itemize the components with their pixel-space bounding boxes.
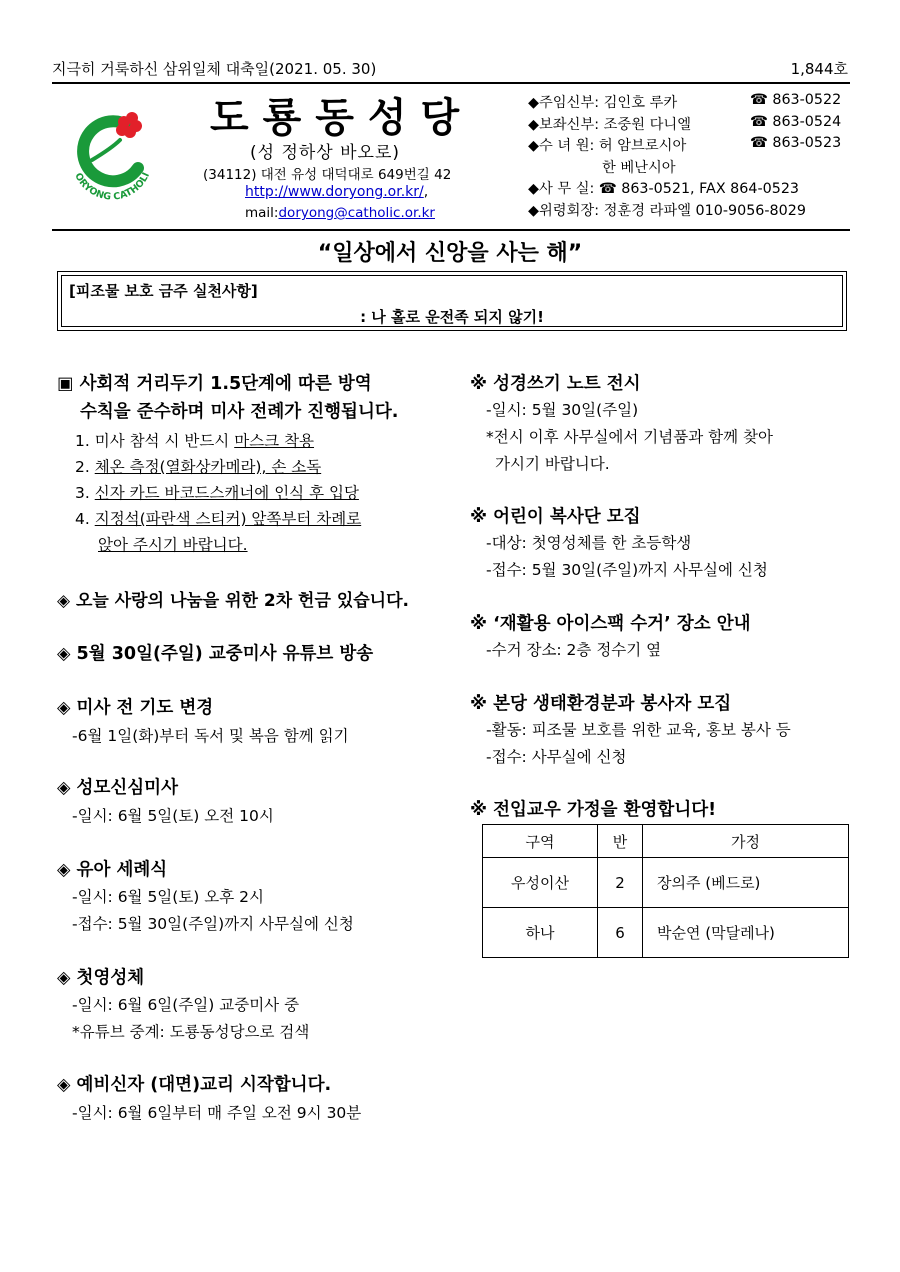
staff-label: ◆수 녀 원: 허 암브로시아 xyxy=(528,138,687,154)
prayer-change-line: -6월 1일(화)부터 독서 및 복음 함께 읽기 xyxy=(72,727,349,745)
altar-servers-line: -대상: 첫영성체를 한 초등학생 xyxy=(486,534,692,552)
table-row xyxy=(483,908,849,958)
quarantine-item xyxy=(75,429,314,451)
staff-phone: ☎ 863-0523 xyxy=(750,135,842,151)
infant-baptism-line: -접수: 5월 30일(주일)까지 사무실에 신청 xyxy=(72,915,354,933)
bible-notes-line: *전시 이후 사무실에서 기념품과 함께 찾아 xyxy=(486,428,773,446)
staff-label: ◆사 무 실: ☎ 863-0521, FAX 864-0523 xyxy=(528,181,800,197)
staff-label: ◆위령회장: 정훈경 라파엘 010-9056-8029 xyxy=(528,202,806,219)
section-second-collection: ◈ 오늘 사랑의 나눔을 위한 2차 헌금 있습니다. xyxy=(57,591,409,611)
item-text: 4. xyxy=(75,510,95,528)
staff-phone: ☎ 863-0522 xyxy=(750,92,842,108)
parish-logo xyxy=(58,102,166,210)
icepack-line: -수거 장소: 2층 정수기 옆 xyxy=(486,641,662,659)
logo-text: ORYONG CATHOLI xyxy=(72,170,153,203)
item-underlined: 마스크 착용 xyxy=(234,432,315,450)
section-eco-volunteers: ※ 본당 생태환경분과 봉사자 모집 xyxy=(470,694,732,714)
first-communion-line: -일시: 6월 6일(주일) 교중미사 중 xyxy=(72,996,300,1014)
staff-label: 한 베난시아 xyxy=(602,159,676,176)
staff-phone: ☎ 863-0524 xyxy=(750,113,842,130)
section-icepack: ※ ‘재활용 아이스팩 수거’ 장소 안내 xyxy=(470,614,751,634)
item-underlined: 지정석(파란색 스티커) 앞쪽부터 차례로 xyxy=(94,510,362,528)
section-new-families: ※ 전입교우 가정을 환영합니다! xyxy=(470,800,717,820)
email-link[interactable]: doryong@catholic.or.kr xyxy=(278,205,435,221)
item-text: 1. 미사 참석 시 반드시 xyxy=(75,432,235,450)
column-header-family: 가정 xyxy=(643,825,849,858)
date-line: 지극히 거룩하신 삼위일체 대축일(2021. 05. 30) xyxy=(52,60,377,78)
email-prefix: mail: xyxy=(245,205,279,221)
cell-district: 우성이산 xyxy=(483,858,598,908)
cell-district: 하나 xyxy=(483,908,598,958)
column-header-district: 구역 xyxy=(483,825,598,858)
cell-group: 6 xyxy=(598,908,643,958)
parish-name: 도룡동성당 xyxy=(210,95,474,141)
item-underlined: 체온 측정(열화상카메라), 손 소독 xyxy=(94,458,322,476)
staff-row xyxy=(528,178,858,200)
cell-family: 박순연 (막달레나) xyxy=(643,908,849,958)
table-row xyxy=(483,858,849,908)
website-link[interactable]: http://www.doryong.or.kr/ xyxy=(245,184,424,200)
staff-row xyxy=(528,157,858,179)
bible-notes-line: 가시기 바랍니다. xyxy=(495,455,610,473)
staff-row xyxy=(528,200,858,222)
notice-inner-border xyxy=(61,275,843,327)
notice-body: : 나 홀로 운전족 되지 않기! xyxy=(360,308,544,326)
section-prayer-change: ◈ 미사 전 기도 변경 xyxy=(57,698,214,718)
section-altar-servers: ※ 어린이 복사단 모집 xyxy=(470,507,641,527)
catechumen-line: -일시: 6월 6일부터 매 주일 오전 9시 30분 xyxy=(72,1104,362,1122)
header-rule-top xyxy=(52,82,850,84)
cell-family: 장의주 (베드로) xyxy=(643,858,849,908)
quarantine-item xyxy=(75,507,361,529)
section-infant-baptism: ◈ 유아 세례식 xyxy=(57,860,168,880)
infant-baptism-line: -일시: 6월 5일(토) 오후 2시 xyxy=(72,888,264,906)
section-bible-notes: ※ 성경쓰기 노트 전시 xyxy=(470,374,641,394)
new-families-table xyxy=(482,824,849,958)
notice-box xyxy=(57,271,847,331)
altar-servers-line: -접수: 5월 30일(주일)까지 사무실에 신청 xyxy=(486,561,768,579)
staff-label: ◆보좌신부: 조중원 다니엘 xyxy=(528,116,692,133)
header-rule-bottom xyxy=(52,229,850,231)
staff-label: ◆주임신부: 김인호 루카 xyxy=(528,95,678,111)
table-header-row xyxy=(483,825,849,858)
address: (34112) 대전 유성 대덕대로 649번길 42 xyxy=(203,167,452,183)
patron-saint: (성 정하상 바오로) xyxy=(250,143,401,163)
staff-row xyxy=(528,135,858,157)
eco-volunteers-line: -활동: 피조물 보호를 위한 교육, 홍보 봉사 등 xyxy=(486,721,791,739)
notice-title: [피조물 보호 금주 실천사항] xyxy=(69,282,258,300)
staff-row xyxy=(528,92,858,114)
column-header-group: 반 xyxy=(598,825,643,858)
staff-row xyxy=(528,114,858,136)
section-catechumen: ◈ 예비신자 (대면)교리 시작합니다. xyxy=(57,1075,332,1095)
yearly-motto: “일상에서 신앙을 사는 해” xyxy=(317,241,583,266)
section-first-communion: ◈ 첫영성체 xyxy=(57,968,145,988)
quarantine-item xyxy=(75,455,321,477)
section-youtube: ◈ 5월 30일(주일) 교중미사 유튜브 방송 xyxy=(57,644,374,664)
website-suffix: , xyxy=(423,184,429,200)
website xyxy=(245,184,428,200)
first-communion-line: *유튜브 중계: 도룡동성당으로 검색 xyxy=(72,1023,310,1041)
bible-notes-line: -일시: 5월 30일(주일) xyxy=(486,401,639,419)
eco-volunteers-line: -접수: 사무실에 신청 xyxy=(486,748,627,766)
marian-mass-line: -일시: 6월 5일(토) 오전 10시 xyxy=(72,807,274,825)
item-text: 2. xyxy=(75,458,95,476)
quarantine-item-cont: 앉아 주시기 바랍니다. xyxy=(98,536,248,554)
section-quarantine-title-1: ▣ 사회적 거리두기 1.5단계에 따른 방역 xyxy=(57,374,372,394)
quarantine-item xyxy=(75,481,359,503)
issue-number: 1,844호 xyxy=(790,60,848,78)
item-text: 3. xyxy=(75,484,95,502)
staff-list xyxy=(528,92,858,221)
section-quarantine-title-2: 수칙을 준수하며 미사 전례가 진행됩니다. xyxy=(80,402,399,422)
cell-group: 2 xyxy=(598,858,643,908)
section-marian-mass: ◈ 성모신심미사 xyxy=(57,778,178,798)
email xyxy=(245,205,435,221)
item-underlined: 신자 카드 바코드스캐너에 인식 후 입당 xyxy=(94,484,359,502)
